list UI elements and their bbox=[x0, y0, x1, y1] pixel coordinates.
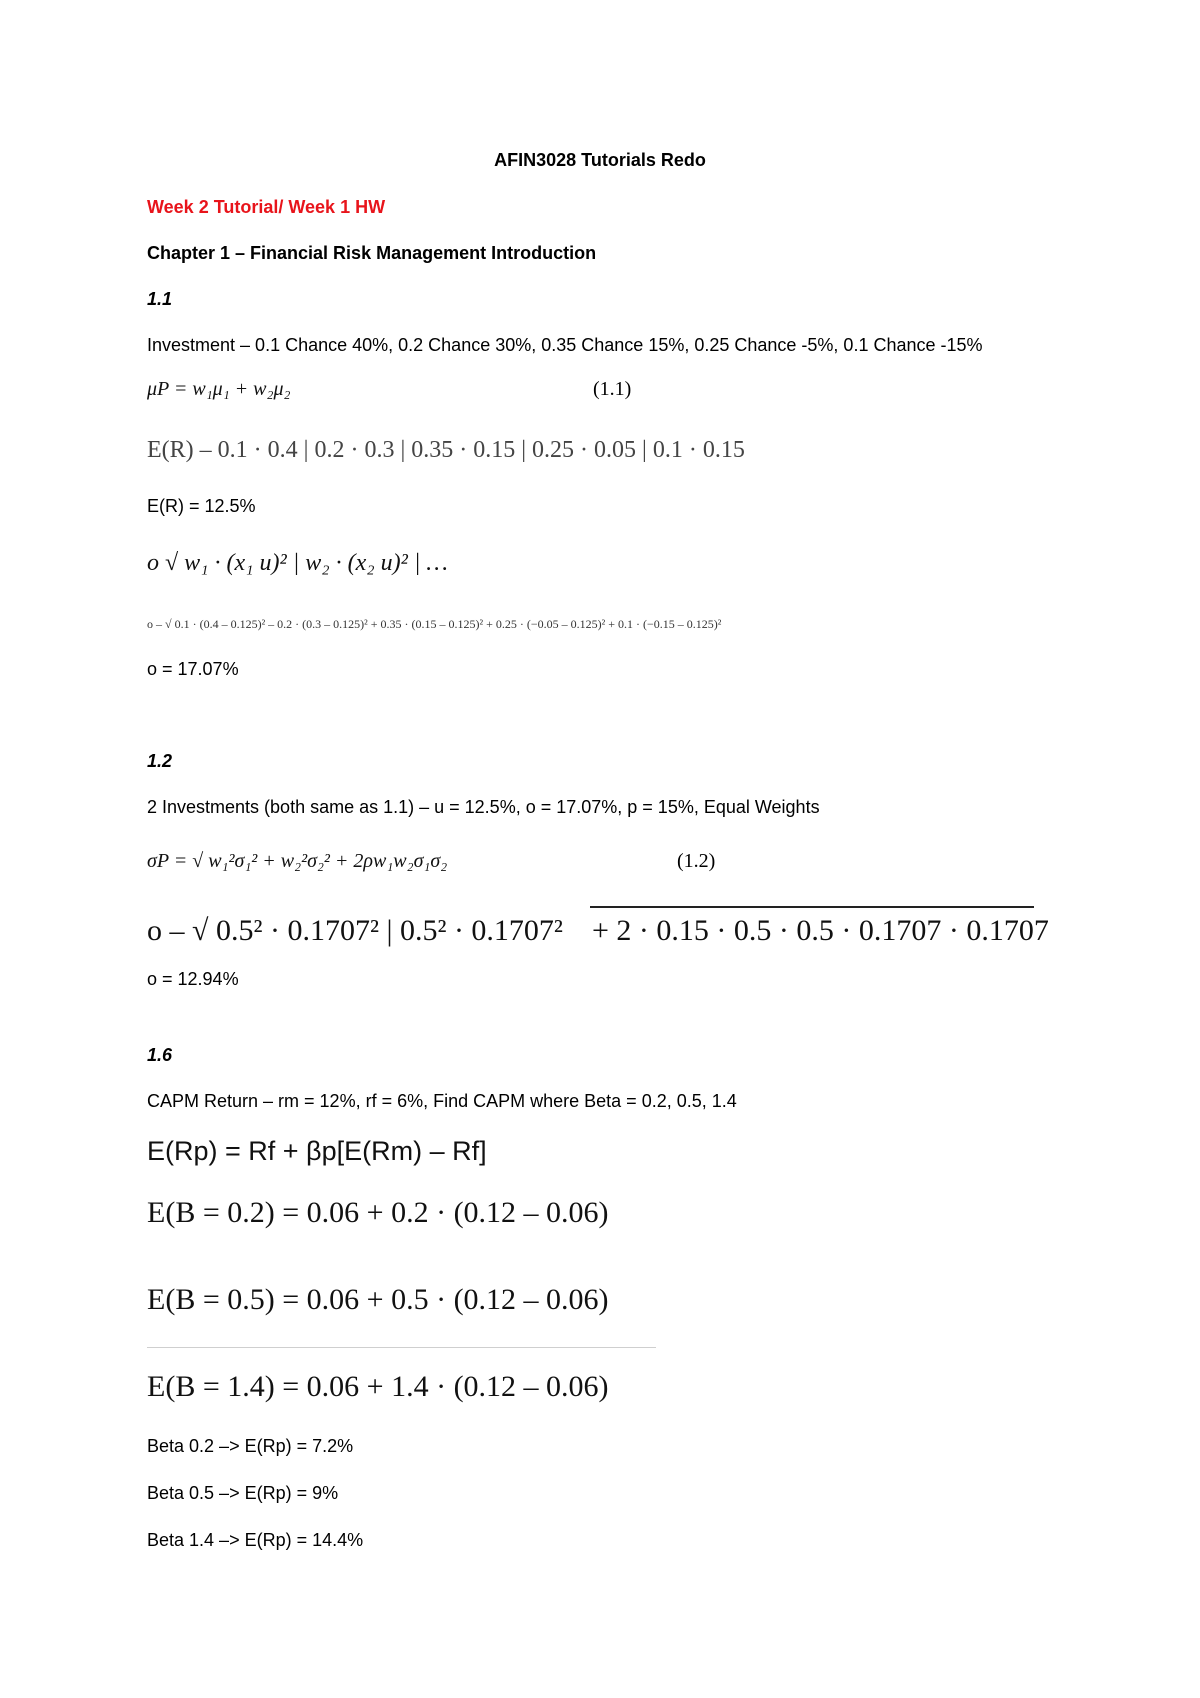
calc-standard-deviation: o – √ 0.1 · (0.4 – 0.125)² – 0.2 · (0.3 – 0.125)² + 0.35 · (0.15 – 0.125)² + 0.25 · (−0.05 – 0.125)² + 0.1 · (−0.15 – 0.125)² bbox=[147, 617, 722, 631]
calc-capm-beta-0-5: E(B = 0.5) = 0.06 + 0.5 · (0.12 – 0.06) bbox=[147, 1283, 609, 1316]
calc-portfolio-sd-part2: + 2 · 0.15 · 0.5 · 0.5 · 0.1707 · 0.1707 bbox=[592, 914, 1049, 947]
formula-capm: E(Rp) = Rf + βp[E(Rm) – Rf] bbox=[147, 1136, 487, 1166]
question-statement-1-2: 2 Investments (both same as 1.1) – u = 12.5%, o = 17.07%, p = 15%, Equal Weights bbox=[147, 797, 820, 817]
question-statement-1-6: CAPM Return – rm = 12%, rf = 6%, Find CAPM where Beta = 0.2, 0.5, 1.4 bbox=[147, 1091, 737, 1111]
formula-number-1-2: (1.2) bbox=[677, 850, 716, 872]
formula-portfolio-sd: σP = √ w₁²σ₁² + w₂²σ₂² + 2ρw₁w₂σ₁σ₂ bbox=[147, 850, 448, 872]
sqrt-overline bbox=[590, 906, 1034, 908]
result-portfolio-sd: o = 12.94% bbox=[147, 969, 239, 989]
calc-expected-return: E(R) – 0.1 · 0.4 | 0.2 · 0.3 | 0.35 · 0.15 | 0.25 · 0.05 | 0.1 · 0.15 bbox=[147, 437, 745, 463]
calc-capm-beta-0-2: E(B = 0.2) = 0.06 + 0.2 · (0.12 – 0.06) bbox=[147, 1196, 609, 1229]
document-title: AFIN3028 Tutorials Redo bbox=[494, 150, 706, 170]
question-statement-1-1: Investment – 0.1 Chance 40%, 0.2 Chance 30%, 0.35 Chance 15%, 0.25 Chance -5%, 0.1 Chance -15% bbox=[147, 335, 983, 355]
result-standard-deviation: o = 17.07% bbox=[147, 659, 239, 679]
result-capm-beta-0-2: Beta 0.2 –> E(Rp) = 7.2% bbox=[147, 1436, 354, 1456]
calc-portfolio-sd-part1: o – √ 0.5² · 0.1707² | 0.5² · 0.1707² bbox=[147, 914, 563, 947]
result-capm-beta-1-4: Beta 1.4 –> E(Rp) = 14.4% bbox=[147, 1530, 364, 1550]
formula-standard-deviation: o √ w₁ · (x₁ u)² | w₂ · (x₂ u)² | … bbox=[147, 550, 448, 576]
formula-portfolio-mean: μP = w₁μ₁ + w₂μ₂ bbox=[147, 378, 291, 400]
question-label-1-1: 1.1 bbox=[147, 289, 173, 309]
result-capm-beta-0-5: Beta 0.5 –> E(Rp) = 9% bbox=[147, 1483, 339, 1503]
question-label-1-6: 1.6 bbox=[147, 1045, 173, 1065]
divider-line bbox=[147, 1347, 656, 1348]
formula-number-1-1: (1.1) bbox=[593, 378, 632, 400]
result-expected-return: E(R) = 12.5% bbox=[147, 496, 256, 516]
calc-capm-beta-1-4: E(B = 1.4) = 0.06 + 1.4 · (0.12 – 0.06) bbox=[147, 1370, 609, 1403]
question-label-1-2: 1.2 bbox=[147, 751, 173, 771]
week-heading: Week 2 Tutorial/ Week 1 HW bbox=[147, 197, 386, 217]
chapter-heading: Chapter 1 – Financial Risk Management Introduction bbox=[147, 243, 597, 263]
